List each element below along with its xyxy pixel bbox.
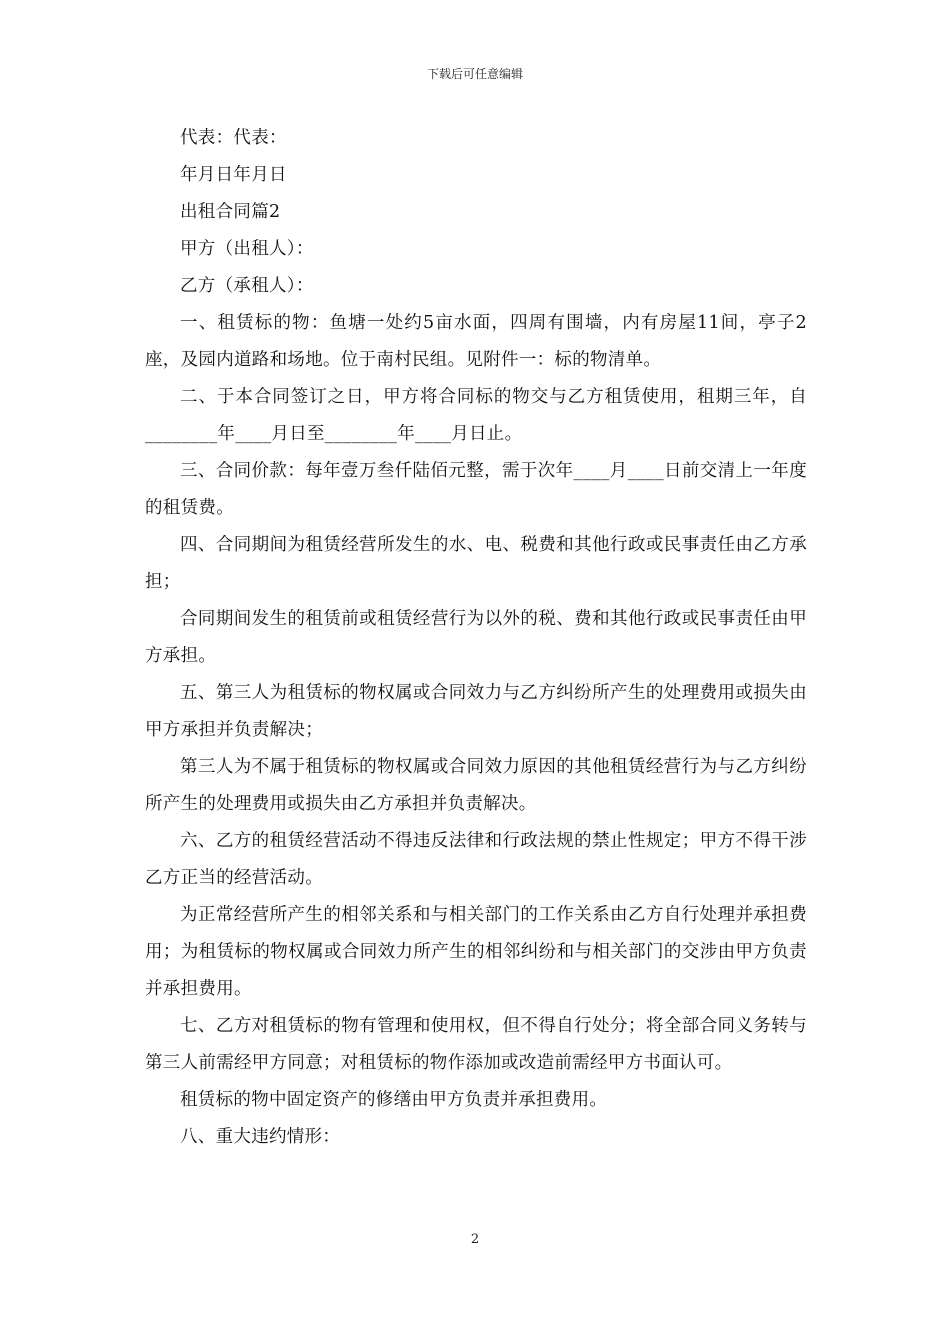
section-title: 出租合同篇2 bbox=[180, 202, 281, 222]
clause-6: 六、乙方的租赁经营活动不得违反法律和行政法规的禁止性规定；甲方不得干涉乙方正当的经营活动。 bbox=[145, 831, 807, 888]
page-number: 2 bbox=[470, 1232, 480, 1247]
paragraph-dates: 年月日年月日 bbox=[180, 165, 287, 185]
clause-1: 一、租赁标的物：鱼塘一处约5亩水面，四周有围墙，内有房屋11间，亭子2座，及园内道路和场地。位于南村民组。见附件一：标的物清单。 bbox=[145, 313, 807, 370]
clause-4-supplement: 合同期间发生的租赁前或租赁经营行为以外的税、费和其他行政或民事责任由甲方承担。 bbox=[145, 609, 807, 666]
clause-7-supplement: 租赁标的物中固定资产的修缮由甲方负责并承担费用。 bbox=[180, 1090, 608, 1110]
clause-6-supplement: 为正常经营所产生的相邻关系和与相关部门的工作关系由乙方自行处理并承担费用；为租赁标的物权属或合同效力所产生的相邻纠纷和与相关部门的交涉由甲方负责并承担费用。 bbox=[145, 905, 807, 999]
clause-7: 七、乙方对租赁标的物有管理和使用权，但不得自行处分；将全部合同义务转与第三人前需经甲方同意；对租赁标的物作添加或改造前需经甲方书面认可。 bbox=[145, 1016, 807, 1073]
paragraph-representatives: 代表：代表： bbox=[180, 128, 287, 148]
clause-8: 八、重大违约情形： bbox=[180, 1127, 341, 1147]
party-b-line: 乙方（承租人）： bbox=[180, 276, 314, 296]
page-header: 下载后可任意编辑 bbox=[426, 67, 523, 81]
clause-3: 三、合同价款：每年壹万叁仟陆佰元整，需于次年____月____日前交清上一年度的租赁费。 bbox=[145, 461, 807, 518]
clause-2: 二、于本合同签订之日，甲方将合同标的物交与乙方租赁使用，租期三年，自________年____月日至________年____月日止。 bbox=[145, 387, 807, 444]
party-a-line: 甲方（出租人）： bbox=[180, 239, 314, 259]
document-body bbox=[145, 120, 807, 1156]
clause-5: 五、第三人为租赁标的物权属或合同效力与乙方纠纷所产生的处理费用或损失由甲方承担并负责解决； bbox=[145, 683, 807, 740]
clause-4: 四、合同期间为租赁经营所发生的水、电、税费和其他行政或民事责任由乙方承担； bbox=[145, 535, 807, 592]
clause-5-supplement: 第三人为不属于租赁标的物权属或合同效力原因的其他租赁经营行为与乙方纠纷所产生的处理费用或损失由乙方承担并负责解决。 bbox=[145, 757, 807, 814]
